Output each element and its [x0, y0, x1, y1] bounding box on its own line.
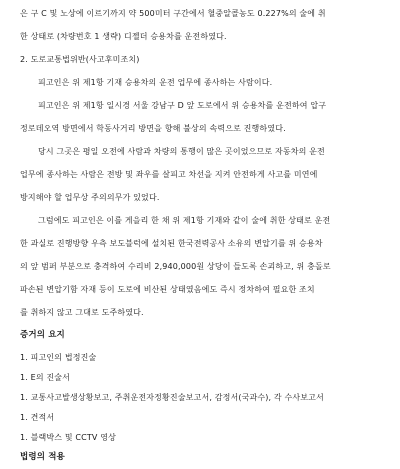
section-heading-evidence: 증거의 요지: [20, 330, 65, 340]
evidence-item: 1. 블랙박스 및 CCTV 영상: [20, 433, 116, 442]
body-text-line: 방지해야 할 업무상 주의의무가 있었다.: [20, 193, 160, 202]
body-text-line: 한 상태로 (차량번호 1 생략) 디젤더 승용차를 운전하였다.: [20, 32, 227, 41]
section-heading-law: 법령의 적용: [20, 452, 65, 462]
section-heading: 2. 도로교통법위반(사고후미조치): [20, 55, 140, 64]
body-text-line: 업무에 종사하는 사람은 전방 및 좌우를 살피고 차선을 지켜 안전하게 사고를 미연에: [20, 170, 318, 179]
evidence-item: 1. 피고인의 법정진술: [20, 353, 97, 362]
body-text-line: 를 취하지 않고 그대로 도주하였다.: [20, 308, 144, 317]
body-text-line: 피고인은 위 제1항 기재 승용차의 운전 업무에 종사하는 사람이다.: [38, 78, 273, 87]
body-text-line: 피고인은 위 제1항 일시경 서울 강남구 D 앞 도로에서 위 승용차를 운전하여 압구: [38, 101, 327, 110]
body-text-line: 한 과실로 진행방향 우측 보도블럭에 설치된 한국전력공사 소유의 변압기를 위 승용차: [20, 239, 323, 248]
body-text-line: 정로데오역 방면에서 학동사거리 방면을 향해 불상의 속력으로 진행하였다.: [20, 124, 286, 133]
body-text-line: 그럼에도 피고인은 이를 게을리 한 채 위 제1항 기재와 같이 술에 취한 상태로 운전: [38, 216, 331, 225]
body-text-line: 파손된 변압기함 자재 등이 도로에 비산된 상태였음에도 즉시 정차하여 필요한 조치: [20, 285, 315, 294]
body-text-line: 당시 그곳은 평일 오전에 사람과 차량의 통행이 많은 곳이었으므로 자동차의 운전: [38, 147, 325, 156]
evidence-item: 1. 교통사고발생상황보고, 주취운전자정황진술보고서, 감정서(국과수), 각 수사보고서: [20, 393, 324, 402]
body-text-line: 의 앞 범퍼 부분으로 충격하여 수리비 2,940,000원 상당이 들도록 손괴하고, 위 충돌로: [20, 262, 331, 271]
body-text-line: 은 구 C 및 노상에 이르기까지 약 500미터 구간에서 혈중알콜농도 0.227%의 술에 취: [20, 9, 326, 18]
evidence-item: 1. 견적서: [20, 413, 55, 422]
evidence-item: 1. E의 진술서: [20, 373, 71, 382]
